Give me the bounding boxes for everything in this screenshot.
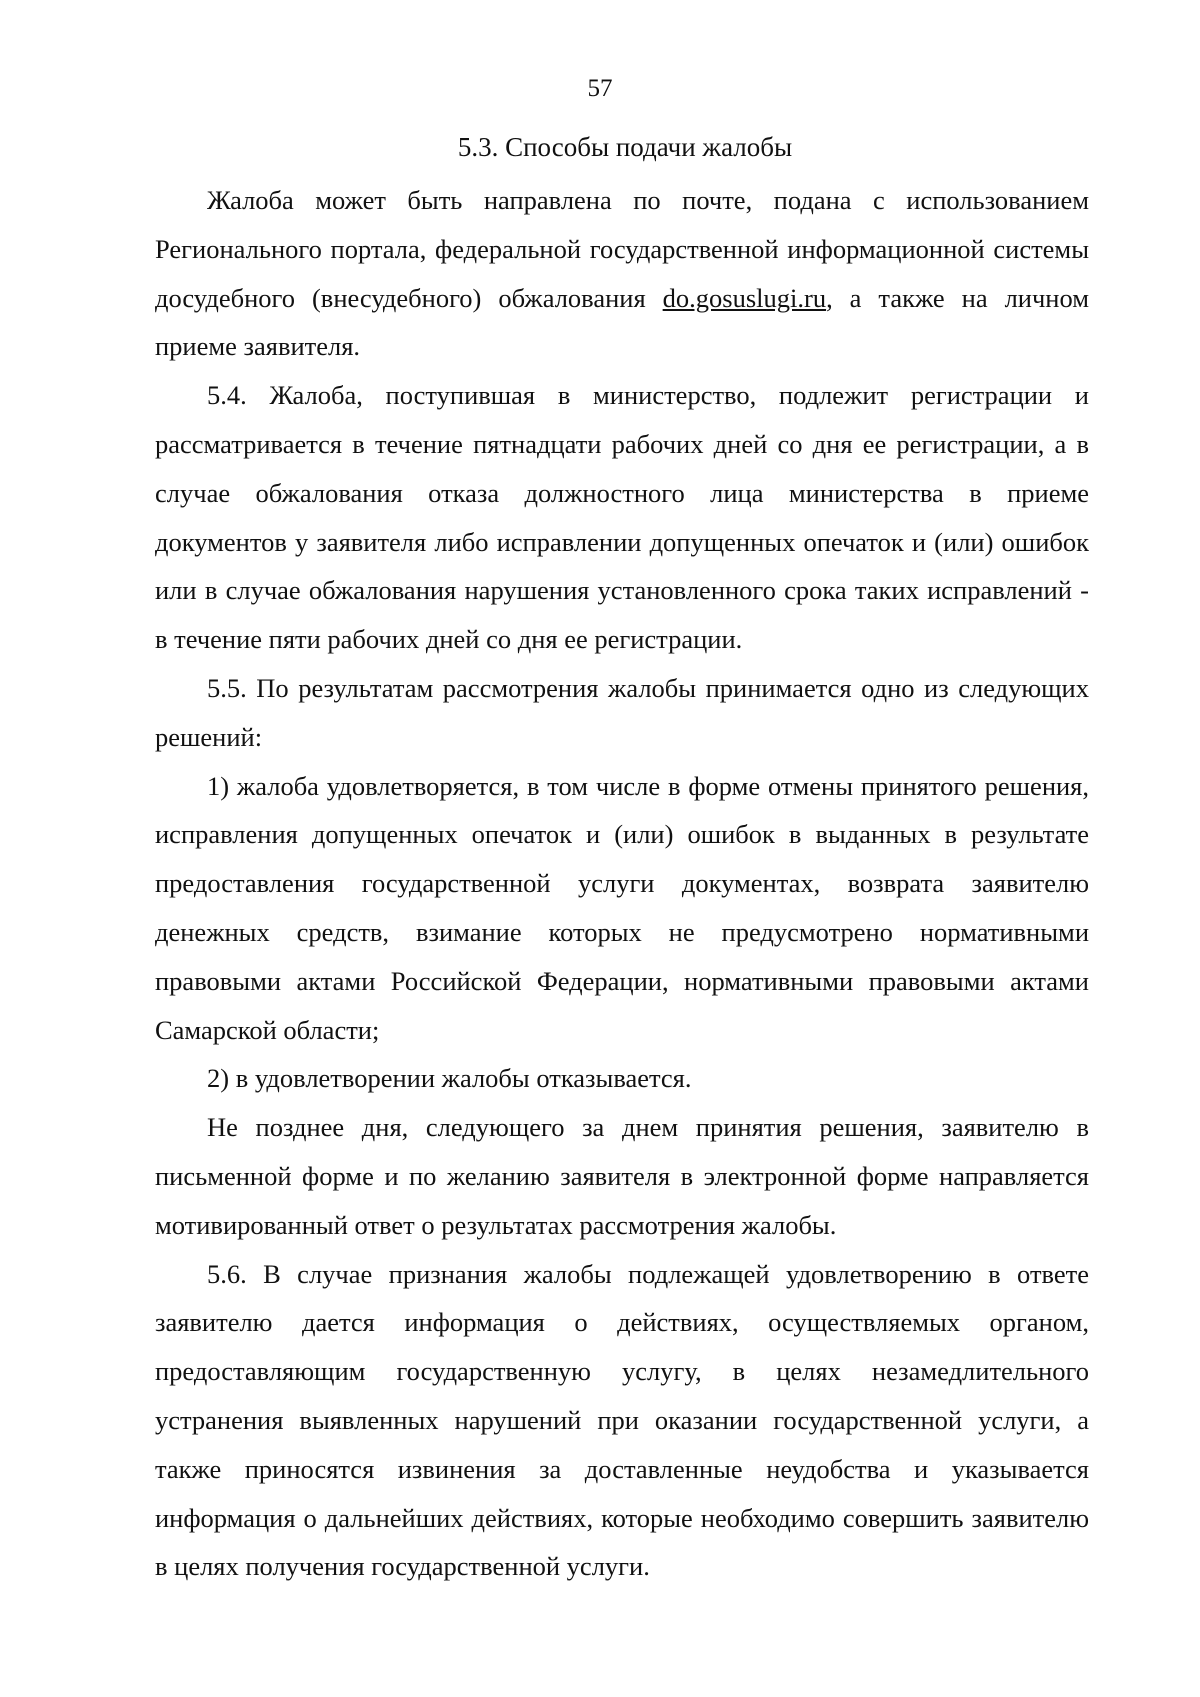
- document-body: [155, 176, 1089, 1591]
- section-title: 5.3. Способы подачи жалобы: [457, 132, 793, 162]
- paragraph-5-6: 5.6. В случае признания жалобы подлежащей удовлетворению в ответе заявителю дается информация о действиях, осуществляемых органом, предоставляющим государственную услугу, в целях незамедлительного устранения выявленных нарушений при оказании государственной услуги, а также приносятся извинения за доставленные неудобства и указывается информация о дальнейших действиях, которые необходимо совершить заявителю в целях получения государственной услуги.: [155, 1258, 1089, 1582]
- page-number: 57: [587, 75, 613, 102]
- paragraph-5-5: 5.5. По результатам рассмотрения жалобы принимается одно из следующих решений:: [155, 672, 1089, 752]
- gosuslugi-link[interactable]: do.gosuslugi.ru: [662, 282, 827, 313]
- decision-item-1: 1) жалоба удовлетворяется, в том числе в форме отмены принятого решения, исправления допущенных опечаток и (или) ошибок в выданных в результате предоставления государственной услуги документах, возврата заявителю денежных средств, взимание которых не предусмотрено нормативными правовыми актами Российской Федерации, нормативными правовыми актами Самарской области;: [155, 770, 1089, 1045]
- decision-item-2: 2) в удовлетворении жалобы отказывается.: [207, 1063, 692, 1094]
- paragraph-text: , а также на личном приеме заявителя.: [155, 282, 1089, 362]
- paragraph-5-4: 5.4. Жалоба, поступившая в министерство, подлежит регистрации и рассматривается в течение пятнадцати рабочих дней со дня ее регистрации, а в случае обжалования отказа должностного лица министерства в приеме документов у заявителя либо исправлении допущенных опечаток и (или) ошибок или в случае обжалования нарушения установленного срока таких исправлений - в течение пяти рабочих дней со дня ее регистрации.: [155, 380, 1089, 655]
- paragraph-text: Жалоба может быть направлена по почте, подана с использованием Регионального портала, федеральной государственной информационной системы досудебного (внесудебного) обжалования: [155, 185, 1089, 313]
- paragraph-submission-methods: [155, 176, 1089, 371]
- paragraph-response-notice: Не позднее дня, следующего за днем принятия решения, заявителю в письменной форме и по желанию заявителя в электронной форме направляется мотивированный ответ о результатах рассмотрения жалобы.: [155, 1112, 1089, 1240]
